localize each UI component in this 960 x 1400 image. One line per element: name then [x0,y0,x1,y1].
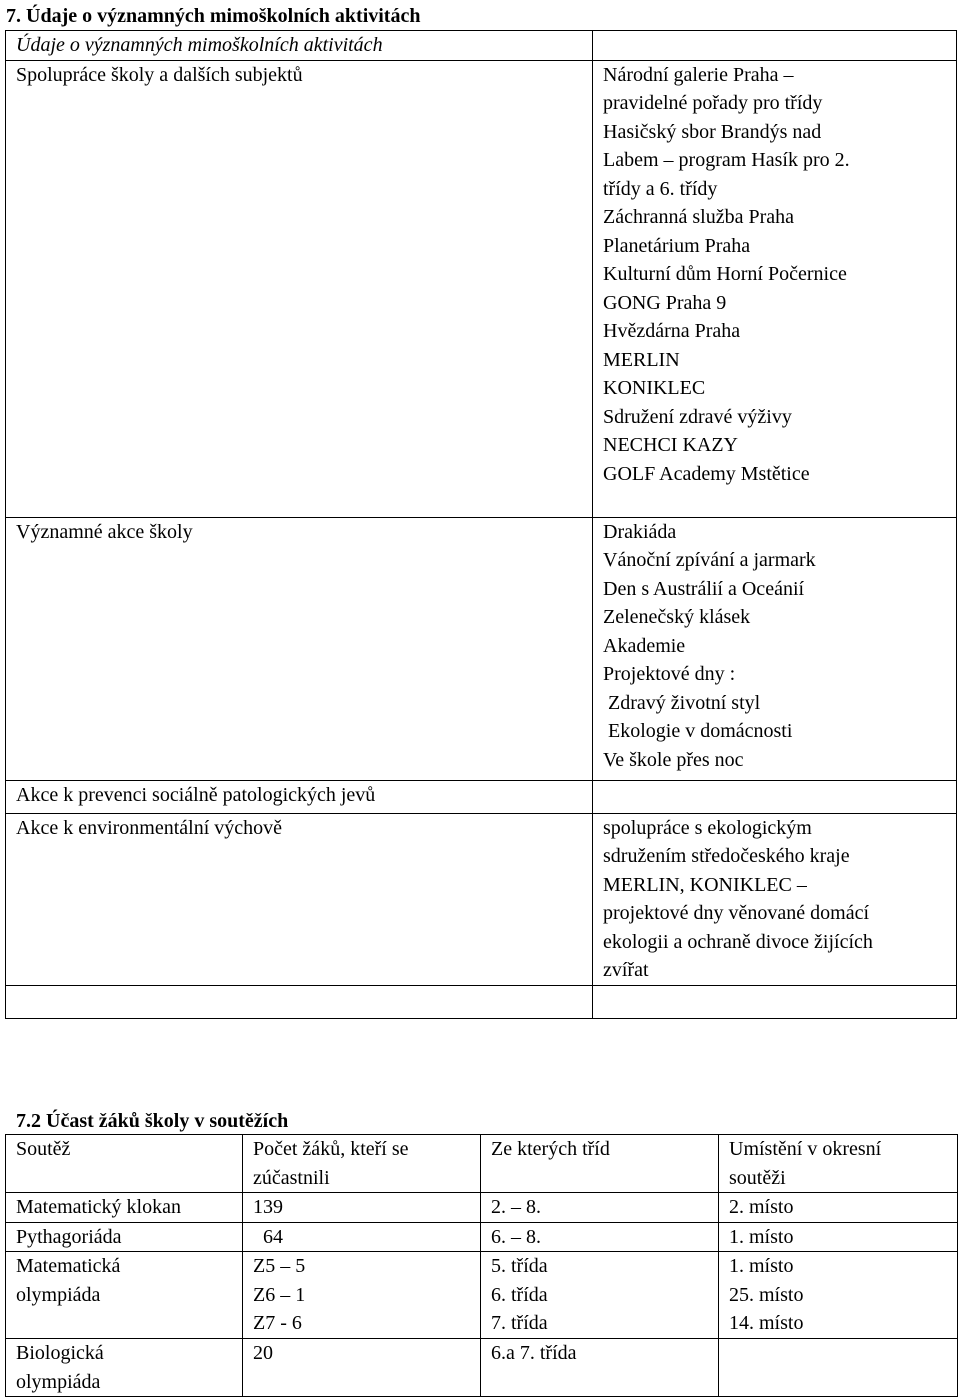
cell-line: Z5 – 5 [253,1255,306,1277]
activity-items [593,517,957,780]
activities-title-empty-cell [593,31,957,61]
list-item: Ve škole přes noc [603,748,744,771]
list-item: Labem – program Hasík pro 2. [603,149,850,171]
competition-classes [481,1222,719,1252]
header-classes [481,1135,719,1193]
activities-title: Údaje o významných mimoškolních aktivitách [6,31,593,61]
activity-label: Významné akce školy [6,517,593,780]
cell-line: 139 [253,1196,283,1218]
list-item: Sdružení zdravé výživy [603,405,792,428]
activities-table [5,30,957,1019]
header-student-count [243,1135,481,1193]
header-line: zúčastnili [253,1166,330,1189]
list-item: Planetárium Praha [603,234,751,257]
cell-line: 6. třída [491,1283,548,1306]
activity-items-list [603,814,956,985]
competition-classes [481,1252,719,1339]
table-row [6,1193,958,1223]
activity-row-cooperation [6,60,957,517]
list-item: pravidelné pořady pro třídy [603,92,823,114]
table-row [6,1339,958,1397]
list-item: Zdravý životní styl [603,691,761,714]
activity-label: Akce k prevenci sociálně patologických jevů [6,780,593,813]
competition-placement [719,1222,958,1252]
cell-line: 20 [253,1342,273,1364]
cell-line: 6.a 7. třída [491,1342,577,1364]
activity-label: Akce k environmentální výchově [6,813,593,985]
list-item: Ekologie v domácnosti [603,720,793,742]
cell-line: 5. třída [491,1255,548,1277]
cell-line: Z6 – 1 [253,1283,306,1306]
list-item: Hasičský sbor Brandýs nad [603,120,822,143]
cell-line: 6. – 8. [491,1225,541,1248]
cell-line: 2. místo [729,1196,794,1218]
activities-title-row [6,31,957,61]
activity-label: Spolupráce školy a dalších subjektů [6,60,593,517]
header-line: Soutěž [16,1138,71,1160]
competition-count [243,1193,481,1223]
list-item: sdružením středočeského kraje [603,845,850,867]
cell-line: 25. místo [729,1283,804,1306]
competition-placement [719,1339,958,1397]
list-item: Drakiáda [603,520,677,543]
activity-items [593,813,957,985]
competition-name [6,1222,243,1252]
competitions-header-row [6,1135,958,1193]
cell-line: Pythagoriáda [16,1225,122,1248]
activity-items-empty [593,985,957,1018]
list-item: Hvězdárna Praha [603,320,741,342]
competition-count [243,1252,481,1339]
list-item: NECHCI KAZY [603,434,738,456]
competition-name [6,1252,243,1339]
list-item: ekologii a ochraně divoce žijících [603,930,873,953]
list-item: MERLIN [603,348,680,371]
list-item: třídy a 6. třídy [603,177,718,200]
list-item: Akademie [603,634,686,657]
list-item: GOLF Academy Mstětice [603,462,810,485]
list-item: Vánoční zpívání a jarmark [603,549,816,571]
competition-placement [719,1252,958,1339]
list-item: KONIKLEC [603,377,706,399]
activity-row-environment [6,813,957,985]
activity-row-empty [6,985,957,1018]
cell-line: 2. – 8. [491,1196,541,1218]
section-heading: 7. Údaje o významných mimoškolních aktivitách [6,5,421,27]
competition-count [243,1339,481,1397]
competition-name [6,1339,243,1397]
list-item: Projektové dny : [603,663,736,685]
cell-line: 64 [253,1225,283,1248]
competition-classes [481,1193,719,1223]
cell-line: 1. místo [729,1225,794,1248]
list-item: Zelenečský klásek [603,606,751,628]
list-item: spolupráce s ekologickým [603,816,812,839]
header-line: Počet žáků, kteří se [253,1138,409,1160]
list-item: projektové dny věnované domácí [603,902,870,924]
competition-classes [481,1339,719,1397]
header-competition [6,1135,243,1193]
activity-row-prevention [6,780,957,813]
cell-line: 14. místo [729,1312,804,1334]
cell-line: Matematická [16,1255,121,1277]
competition-count [243,1222,481,1252]
cell-line: Biologická [16,1342,104,1364]
competition-placement [719,1193,958,1223]
cell-line: 1. místo [729,1255,794,1277]
header-line: Umístění v okresní [729,1138,882,1160]
list-item: Národní galerie Praha – [603,63,794,86]
cell-line: Matematický klokan [16,1196,181,1218]
header-line: soutěži [729,1166,786,1189]
competitions-table [5,1134,958,1397]
activity-row-school-events [6,517,957,780]
activity-items-empty [593,780,957,813]
cell-line: Z7 - 6 [253,1312,302,1334]
list-item: GONG Praha 9 [603,291,727,314]
header-placement [719,1135,958,1193]
cell-line: 7. třída [491,1312,548,1334]
list-item: Kulturní dům Horní Počernice [603,263,847,285]
competitions-heading: 7.2 Účast žáků školy v soutěžích [16,1110,289,1132]
activity-items-list [603,61,956,489]
list-item: Den s Austrálií a Oceánií [603,577,805,600]
header-line: Ze kterých tříd [491,1138,610,1160]
competition-name [6,1193,243,1223]
list-item: zvířat [603,959,649,981]
activity-items-list [603,518,956,775]
table-row [6,1222,958,1252]
cell-line: olympiáda [16,1283,101,1306]
cell-line: olympiáda [16,1370,101,1393]
activity-items [593,60,957,517]
list-item: MERLIN, KONIKLEC – [603,873,807,896]
table-row [6,1252,958,1339]
list-item: Záchranná služba Praha [603,206,795,228]
activity-label-empty [6,985,593,1018]
